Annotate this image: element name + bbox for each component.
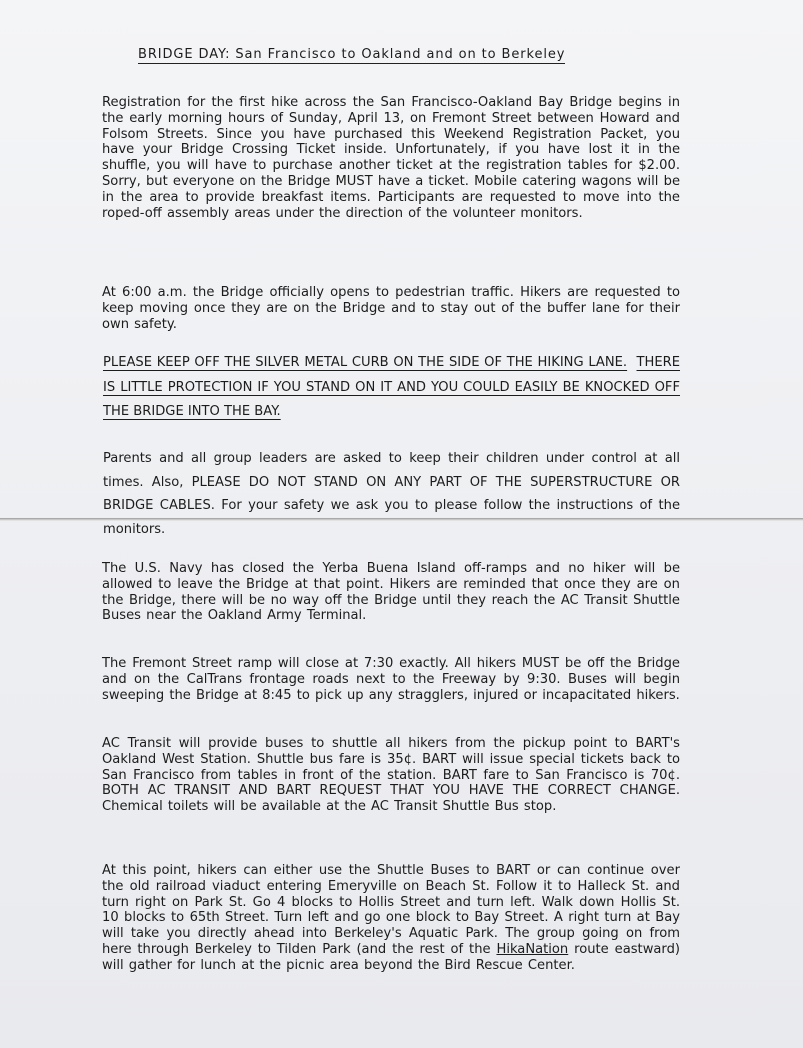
paragraph-ramp-closing: The Fremont Street ramp will close at 7:30 exactly. All hikers MUST be off the Bridge and on the CalTrans frontage roads next to the Freeway by 9:30. Buses will begin sweeping the Bridge at 8:45 to pick up any stragglers, injured or incapacitated hikers. (102, 656, 680, 703)
paragraph-route (102, 863, 680, 974)
warning-curb: PLEASE KEEP OFF THE SILVER METAL CURB ON THE SIDE OF THE HIKING LANE. (103, 355, 628, 370)
safety-warning (103, 351, 680, 425)
route-text-end: route eastward) will gather for lunch at the picnic area beyond the Bird Rescue Center. (102, 941, 680, 973)
warning-protection: THERE IS LITTLE PROTECTION IF YOU STAND ON IT AND YOU COULD EASILY BE KNOCKED OFF THE BRIDGE INTO THE BAY. (103, 355, 680, 419)
route-text-start: At this point, hikers can either use the Shuttle Buses to BART or can continue over the old railroad viaduct entering Emeryville on Beach St. Follow it to Halleck St. and turn right on Park St. Go 4 blocks to Hollis Street and turn left. Walk down Hollis St. 10 blocks to 65th Street. Turn left and go one block to Bay Street. A right turn at Bay will take you directly ahead into Berkeley's Aquatic Park. The group going on from here through Berkeley to Tilden Park (and the rest of the (102, 863, 680, 957)
paragraph-registration: Registration for the first hike across the San Francisco-Oakland Bay Bridge begins in the early morning hours of Sunday, April 13, on Fremont Street between Howard and Folsom Streets. Since you have purchased this Weekend Registration Packet, you have your Bridge Crossing Ticket inside. Unfortunately, if you have lost it in the shuffle, you will have to purchase another ticket at the registration tables for $2.00. Sorry, but everyone on the Bridge MUST have a ticket. Mobile catering wagons will be in the area to provide breakfast items. Participants are requested to move into the roped-off assembly areas under the direction of the volunteer monitors. (102, 95, 680, 221)
paragraph-navy: The U.S. Navy has closed the Yerba Buena Island off-ramps and no hiker will be allowed to leave the Bridge at that point. Hikers are reminded that once they are on the Bridge, there will be no way off the Bridge until they reach the AC Transit Shuttle Buses near the Oakland Army Terminal. (102, 561, 680, 624)
paragraph-parents: Parents and all group leaders are asked to keep their children under control at all times. Also, PLEASE DO NOT STAND ON ANY PART OF THE SUPERSTRUCTURE OR BRIDGE CABLES. For your safety we ask you to please follow the instructions of the monitors. (103, 451, 680, 537)
document-title: BRIDGE DAY: San Francisco to Oakland and on to Berkeley (138, 47, 566, 62)
paragraph-ac-transit: AC Transit will provide buses to shuttle all hikers from the pickup point to BART's Oakland West Station. Shuttle bus fare is 35¢. BART will issue special tickets back to San Francisco from tables in front of the station. BART fare to San Francisco is 70¢. BOTH AC TRANSIT AND BART REQUEST THAT YOU HAVE THE CORRECT CHANGE. Chemical toilets will be available at the AC Transit Shuttle Bus stop. (102, 736, 680, 815)
paragraph-bridge-opening: At 6:00 a.m. the Bridge officially opens to pedestrian traffic. Hikers are requested to keep moving once they are on the Bridge and to stay out of the buffer lane for their own safety. (102, 285, 680, 332)
hikanation-name: HikaNation (496, 941, 569, 957)
